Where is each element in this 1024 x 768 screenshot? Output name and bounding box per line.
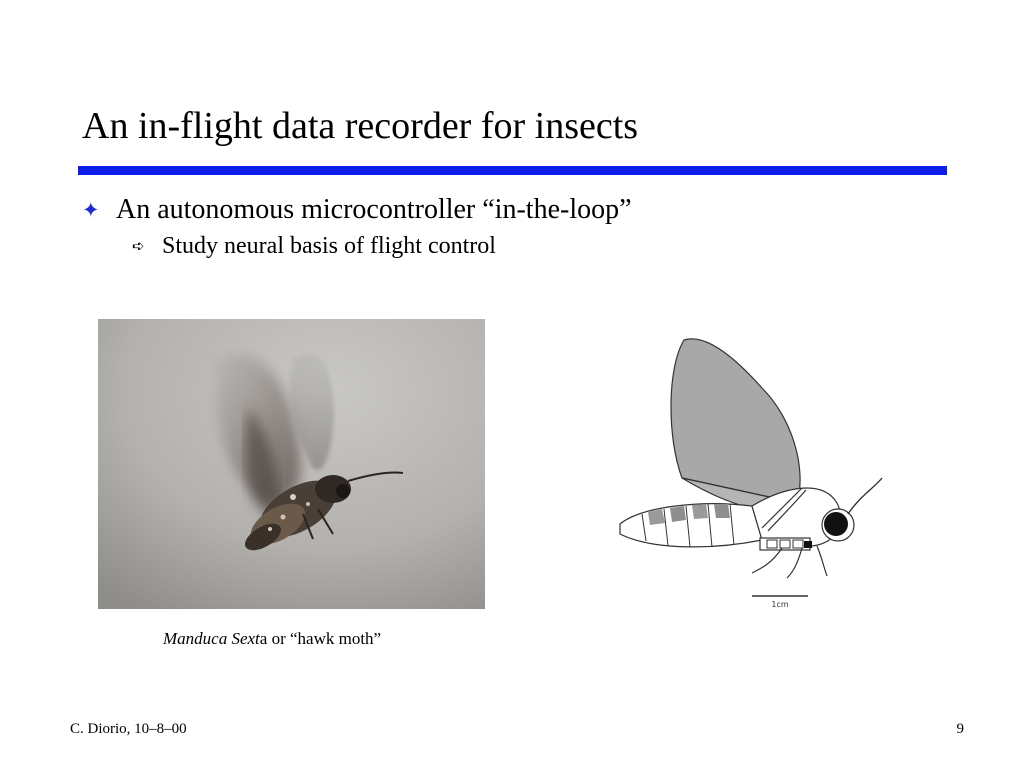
bullet-item [82, 192, 632, 228]
moth-photo-image [98, 319, 485, 609]
title-underline [78, 166, 947, 175]
figure-caption [163, 629, 381, 649]
sub-bullet-text: Study neural basis of flight control [162, 232, 496, 259]
arrow-bullet-icon: ➪ [132, 237, 145, 255]
moth-photo [98, 319, 485, 609]
scale-label: 1cm [771, 600, 789, 609]
slide-title: An in-flight data recorder for insects [82, 105, 639, 147]
moth-diagram [612, 328, 892, 613]
sub-bullet-item [132, 231, 496, 261]
bullet-text: An autonomous microcontroller “in-the-loop” [116, 194, 632, 225]
caption-italic: Manduca Sext [163, 629, 260, 648]
moth-diagram-drawing [612, 328, 892, 613]
four-point-star-bullet-icon: ✦ [82, 198, 100, 222]
footer-author-date: C. Diorio, 10–8–00 [70, 721, 187, 737]
caption-rest: a or “hawk moth” [259, 629, 382, 648]
page-number: 9 [956, 721, 964, 737]
